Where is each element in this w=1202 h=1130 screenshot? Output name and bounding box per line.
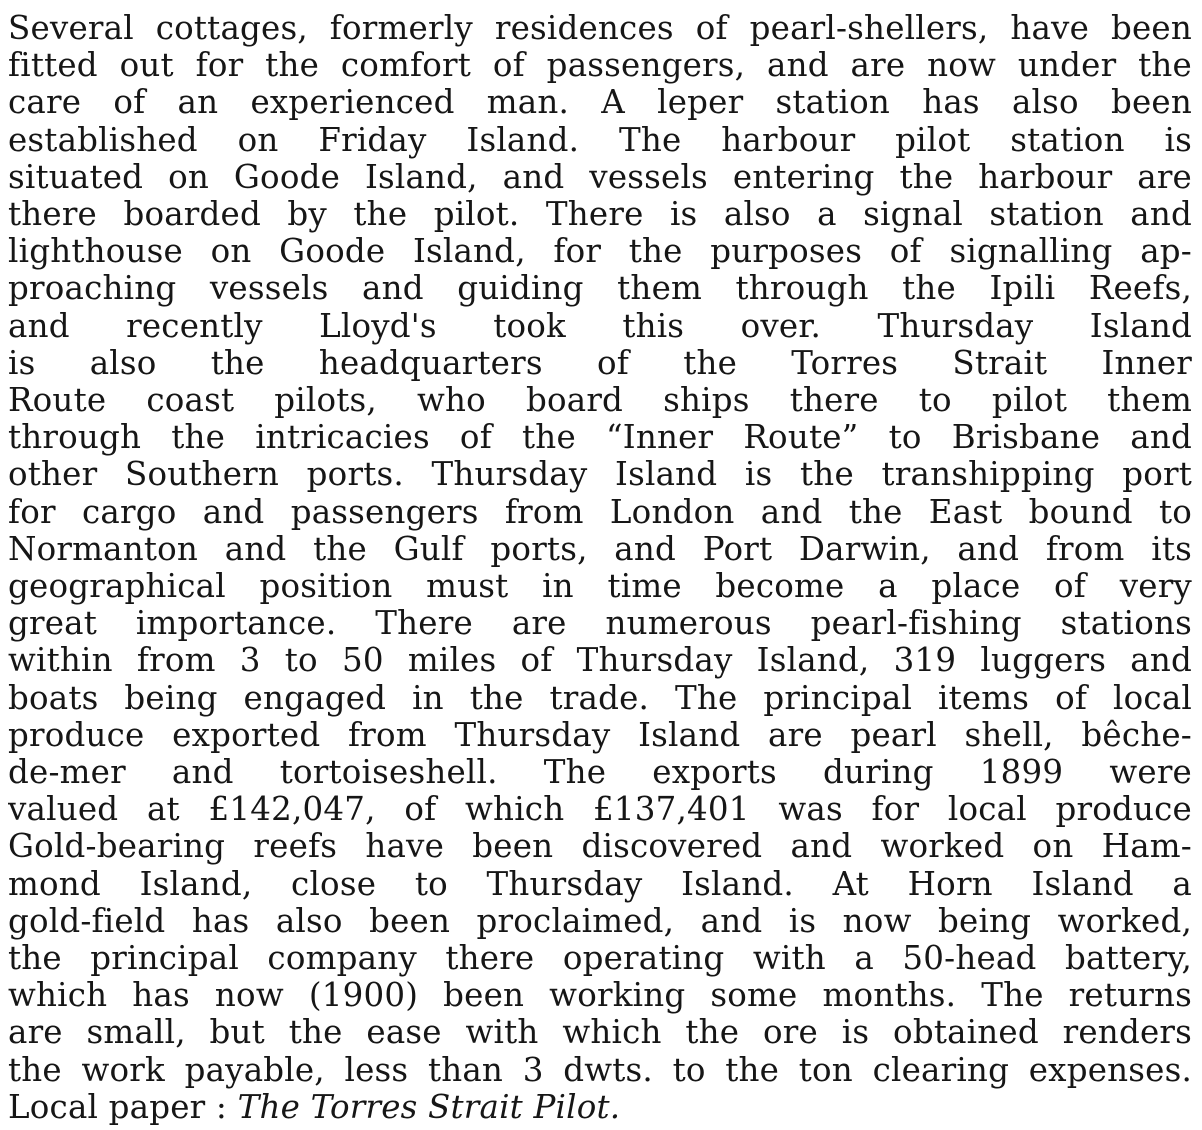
text-line: produce exported from Thursday Island are pearl shell, bêche- [8,716,1192,754]
text-line: fitted out for the comfort of passengers, and are now under the [8,47,1192,85]
text-line: boats being engaged in the trade. The principal items of local [8,679,1192,717]
text-line: through the intricacies of the “Inner Route” to Brisbane and [8,419,1192,457]
text-line: gold-field has also been proclaimed, and is now being worked, [8,902,1192,940]
text-line: Route coast pilots, who board ships there to pilot them [8,382,1192,420]
text-line: which has now (1900) been working some months. The returns [8,977,1192,1015]
text-line: Normanton and the Gulf ports, and Port Darwin, and from its [8,530,1192,568]
text-line: de-mer and tortoiseshell. The exports during 1899 were [8,754,1192,792]
document-page [8,10,1192,1126]
local-paper-line [8,1089,1192,1126]
text-line: other Southern ports. Thursday Island is the transhipping port [8,456,1192,494]
paper-title: The Torres Strait Pilot. [237,1088,621,1126]
text-line: geographical position must in time become a place of very [8,568,1192,606]
text-line: great importance. There are numerous pearl-fishing stations [8,605,1192,643]
text-line: care of an experienced man. A leper station has also been [8,84,1192,122]
text-line: Gold-bearing reefs have been discovered and worked on Ham- [8,828,1192,866]
text-line: and recently Lloyd's took this over. Thursday Island [8,307,1192,345]
text-line: for cargo and passengers from London and the East bound to [8,493,1192,531]
text-line: are small, but the ease with which the ore is obtained renders [8,1014,1192,1052]
text-line: valued at £142,047, of which £137,401 was for local produce [8,791,1192,829]
text-line: is also the headquarters of the Torres Strait Inner [8,344,1192,382]
text-line: within from 3 to 50 miles of Thursday Island, 319 luggers and [8,642,1192,680]
local-paper-label: Local paper : [8,1088,228,1126]
text-line: established on Friday Island. The harbour pilot station is [8,121,1192,159]
text-line: the work payable, less than 3 dwts. to the ton clearing expenses. [8,1051,1192,1089]
text-line: proaching vessels and guiding them through the Ipili Reefs, [8,270,1192,308]
text-line: there boarded by the pilot. There is also a signal station and [8,196,1192,234]
text-line: lighthouse on Goode Island, for the purposes of signalling ap- [8,233,1192,271]
text-line: mond Island, close to Thursday Island. At Horn Island a [8,865,1192,903]
text-line: situated on Goode Island, and vessels entering the harbour are [8,158,1192,196]
text-line: Several cottages, formerly residences of pearl-shellers, have been [8,10,1192,47]
text-line: the principal company there operating with a 50-head battery, [8,940,1192,978]
